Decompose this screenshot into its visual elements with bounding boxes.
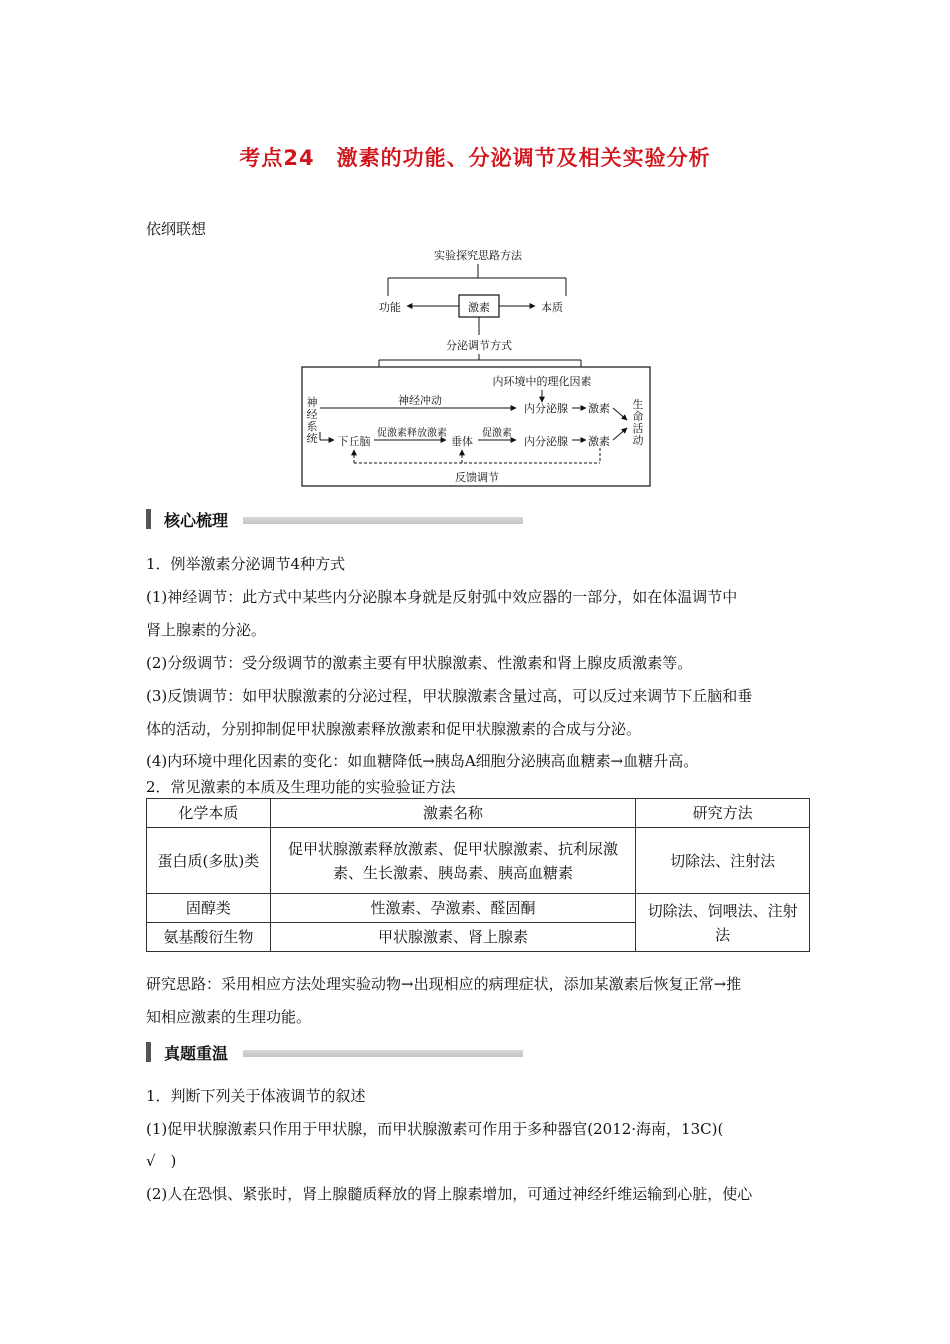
title-text: 激素的功能、分泌调节及相关实验分析 <box>336 146 711 170</box>
s2-heading-1: 1．判断下列关于体液调节的叙述 <box>146 1087 366 1105</box>
diagram-top: 实验探究思路方法 <box>434 249 522 262</box>
section-exam-label: 真题重温 <box>164 1044 229 1063</box>
table-cell-names: 甲状腺激素、肾上腺素 <box>270 923 635 952</box>
s1-heading-1: 1．例举激素分泌调节4种方式 <box>146 555 346 573</box>
table-cell-names: 促甲状腺激素释放激素、促甲状腺激素、抗利尿激素、生长激素、胰岛素、胰高血糖素 <box>270 828 635 894</box>
nervous-system-1: 神 <box>306 396 318 409</box>
life-activity-3: 活 <box>632 422 644 435</box>
life-activity-1: 生 <box>632 398 644 411</box>
table-header: 激素名称 <box>270 799 635 828</box>
gland-1: 内分泌腺 <box>524 402 568 415</box>
table-cell-nature: 氨基酸衍生物 <box>147 923 271 952</box>
table-header: 研究方法 <box>636 799 810 828</box>
table-header: 化学本质 <box>147 799 271 828</box>
table-cell-method: 切除法、注射法 <box>636 828 810 894</box>
table-cell-method: 切除法、饲喂法、注射法 <box>636 894 810 952</box>
table-cell-nature: 蛋白质(多肽)类 <box>147 828 271 894</box>
table-header-row <box>147 799 810 828</box>
diagram-sub: 分泌调节方式 <box>446 339 512 352</box>
intro-label: 依纲联想 <box>146 220 207 238</box>
diagram-right: 本质 <box>541 301 563 314</box>
table-row <box>147 894 810 923</box>
s1-para-3a: (3)反馈调节：如甲状腺激素的分泌过程，甲状腺激素含量过高，可以反过来调节下丘脑和垂 <box>146 687 753 705</box>
table-row <box>147 828 810 894</box>
env-factor: 内环境中的理化因素 <box>492 375 592 388</box>
nervous-system-2: 经 <box>306 408 318 421</box>
section-rule <box>243 517 523 524</box>
life-activity-4: 动 <box>632 434 644 447</box>
section-core-label: 核心梳理 <box>164 511 229 530</box>
tropic-hormone: 促激素 <box>482 428 512 439</box>
hypothalamus: 下丘脑 <box>337 435 371 448</box>
nervous-system-4: 统 <box>306 432 318 445</box>
section-rule <box>243 1050 523 1057</box>
hormone-1: 激素 <box>588 402 610 415</box>
pituitary: 垂体 <box>451 435 473 448</box>
diagram-center: 激素 <box>468 301 490 314</box>
section-bar <box>146 1042 151 1062</box>
s2-q2: (2)人在恐惧、紧张时，肾上腺髓质释放的肾上腺素增加，可通过神经纤维运输到心脏，使心 <box>146 1185 753 1203</box>
concept-diagram <box>295 240 660 490</box>
nervous-system-3: 系 <box>306 420 318 433</box>
page-title <box>0 142 950 172</box>
diagram-left: 功能 <box>379 301 401 314</box>
table-cell-nature: 固醇类 <box>147 894 271 923</box>
s1-para-3b: 体的活动，分别抑制促甲状腺激素释放激素和促甲状腺激素的合成与分泌。 <box>146 720 642 738</box>
s1-para-2: (2)分级调节：受分级调节的激素主要有甲状腺激素、性激素和肾上腺皮质激素等。 <box>146 654 693 672</box>
s2-q1a: (1)促甲状腺激素只作用于甲状腺，而甲状腺激素可作用于多种器官(2012·海南，13C)( <box>146 1120 724 1138</box>
research-a: 研究思路：采用相应方法处理实验动物→出现相应的病理症状，添加某激素后恢复正常→推 <box>146 975 742 993</box>
research-b: 知相应激素的生理功能。 <box>146 1008 312 1026</box>
releasing-hormone: 促激素释放激素 <box>377 428 447 439</box>
nerve-impulse: 神经冲动 <box>398 394 442 407</box>
s1-para-1b: 肾上腺素的分泌。 <box>146 621 267 639</box>
s2-q1b: √ ) <box>146 1152 177 1170</box>
table-cell-names: 性激素、孕激素、醛固酮 <box>270 894 635 923</box>
gland-2: 内分泌腺 <box>524 435 568 448</box>
s1-heading-2: 2．常见激素的本质及生理功能的实验验证方法 <box>146 778 456 796</box>
title-number: 考点24 <box>239 146 315 170</box>
hormone-table <box>146 798 810 952</box>
section-bar <box>146 509 151 529</box>
feedback: 反馈调节 <box>455 471 499 484</box>
life-activity-2: 命 <box>632 410 644 423</box>
s1-para-1a: (1)神经调节：此方式中某些内分泌腺本身就是反射弧中效应器的一部分，如在体温调节中 <box>146 588 738 606</box>
hormone-2: 激素 <box>588 435 610 448</box>
s1-para-4: (4)内环境中理化因素的变化：如血糖降低→胰岛A细胞分泌胰高血糖素→血糖升高。 <box>146 752 699 770</box>
